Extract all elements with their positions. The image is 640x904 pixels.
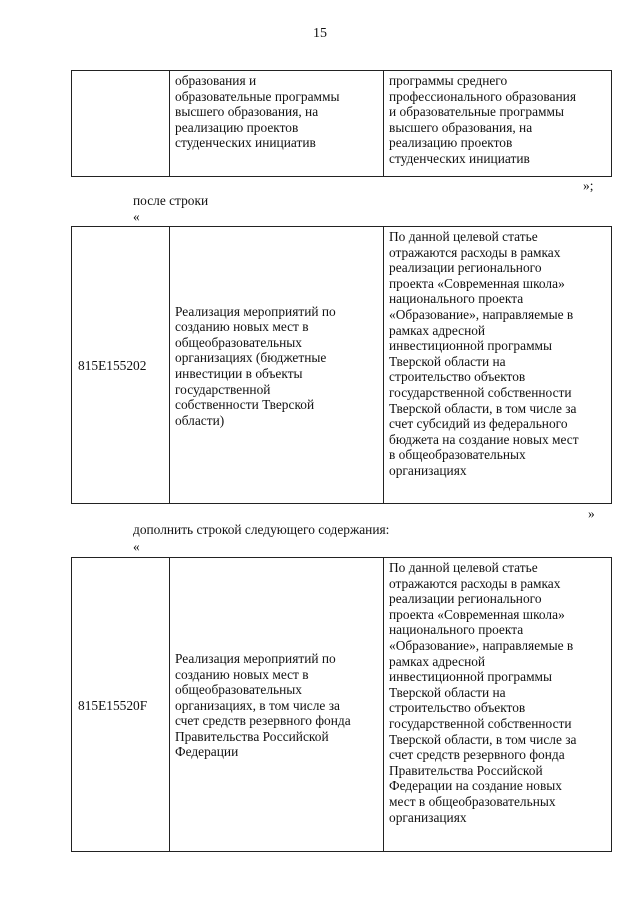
- cell-text-line: образования и: [175, 73, 257, 88]
- cell-text-line: общеобразовательных: [175, 334, 303, 350]
- cell-text-line: Федерации на создание новых: [389, 778, 562, 794]
- cell-text-line: «Образование», направляемые в: [389, 637, 574, 653]
- cell-text-line: Правительства Российской: [389, 762, 543, 778]
- cell-text-line: инвестиции в объекты: [175, 366, 303, 381]
- cell-text-line: организациях, в том числе за: [175, 697, 340, 713]
- cell-text-line: государственной собственности: [389, 715, 572, 731]
- cell-text-line: реализацию проектов: [389, 135, 513, 151]
- name-cell: [170, 71, 384, 177]
- cell-text-line: проекта «Современная школа»: [389, 606, 565, 622]
- cell-text-line: профессионального образования: [389, 88, 576, 104]
- cell-text-line: образовательные программы: [175, 88, 340, 104]
- table-continuation: [71, 70, 612, 177]
- closing-quote: »;: [583, 178, 594, 193]
- code-cell: 815E155202: [72, 227, 170, 504]
- table-row: [72, 227, 612, 504]
- table-row: [72, 558, 612, 852]
- cell-text-line: Тверской области на: [389, 353, 506, 369]
- cell-text-line: отражаются расходы в рамках: [389, 575, 561, 591]
- cell-text-line: счет субсидий из федерального: [389, 416, 568, 432]
- cell-text-line: Правительства Российской: [175, 728, 329, 744]
- cell-text-line: собственности Тверской: [175, 397, 315, 413]
- cell-text-line: общеобразовательных: [175, 682, 303, 698]
- cell-text-line: реализации регионального: [389, 260, 542, 276]
- cell-text-line: бюджета на создание новых мест: [389, 431, 579, 447]
- cell-text-line: реализацию проектов: [175, 119, 299, 135]
- cell-text-line: области): [175, 412, 225, 428]
- opening-quote: «: [133, 209, 140, 224]
- name-cell: [170, 227, 384, 504]
- table-row: [72, 71, 612, 177]
- description-cell: [384, 71, 612, 177]
- cell-text-line: в общеобразовательных: [389, 447, 526, 463]
- cell-text-line: национального проекта: [389, 622, 524, 638]
- cell-text-line: Тверской области, в том числе за: [389, 400, 577, 416]
- cell-text-line: студенческих инициатив: [175, 135, 316, 151]
- cell-text-line: программы среднего: [389, 73, 508, 88]
- cell-text-line: строительство объектов: [389, 700, 526, 716]
- after-row-instruction: после строки: [133, 193, 209, 208]
- cell-text-line: Федерации: [175, 744, 239, 760]
- cell-text-line: рамках адресной: [389, 653, 486, 669]
- cell-text-line: мест в общеобразовательных: [389, 793, 556, 809]
- cell-text-line: высшего образования, на: [389, 119, 533, 135]
- cell-text-line: реализации регионального: [389, 591, 542, 607]
- cell-text-line: организациях: [389, 462, 467, 478]
- cell-text-line: высшего образования, на: [175, 104, 319, 120]
- code-cell: 815E15520F: [72, 558, 170, 852]
- cell-text-line: По данной целевой статье: [389, 229, 538, 244]
- cell-text-line: государственной собственности: [389, 384, 572, 400]
- page-number: 15: [313, 26, 327, 41]
- cell-text-line: Реализация мероприятий по: [175, 303, 336, 319]
- cell-text-line: строительство объектов: [389, 369, 526, 385]
- cell-text-line: организациях: [389, 809, 467, 825]
- cell-text-line: По данной целевой статье: [389, 560, 538, 575]
- cell-text-line: Тверской области на: [389, 684, 506, 700]
- code-cell: [72, 71, 170, 177]
- cell-text-line: проекта «Современная школа»: [389, 275, 565, 291]
- cell-text-line: счет средств резервного фонда: [175, 713, 351, 729]
- cell-text-line: Реализация мероприятий по: [175, 650, 336, 666]
- cell-text-line: организациях (бюджетные: [175, 350, 327, 366]
- table-new-row: [71, 557, 612, 852]
- cell-text-line: национального проекта: [389, 291, 524, 307]
- opening-quote: «: [133, 539, 140, 554]
- cell-text-line: рамках адресной: [389, 322, 486, 338]
- table-existing-row: [71, 226, 612, 504]
- cell-text-line: Тверской области, в том числе за: [389, 731, 577, 747]
- cell-text-line: инвестиционной программы: [389, 669, 553, 685]
- description-cell: [384, 227, 612, 504]
- supplement-instruction: дополнить строкой следующего содержания:: [133, 522, 390, 537]
- cell-text-line: и образовательные программы: [389, 104, 564, 120]
- description-cell: [384, 558, 612, 852]
- cell-text-line: студенческих инициатив: [389, 150, 530, 166]
- cell-text-line: государственной: [175, 381, 271, 397]
- cell-text-line: созданию новых мест в: [175, 666, 309, 682]
- cell-text-line: счет средств резервного фонда: [389, 747, 565, 763]
- name-cell: [170, 558, 384, 852]
- cell-text-line: созданию новых мест в: [175, 319, 309, 335]
- cell-text-line: «Образование», направляемые в: [389, 306, 574, 322]
- cell-text-line: отражаются расходы в рамках: [389, 244, 561, 260]
- cell-text-line: инвестиционной программы: [389, 338, 553, 354]
- closing-quote: »: [588, 506, 595, 521]
